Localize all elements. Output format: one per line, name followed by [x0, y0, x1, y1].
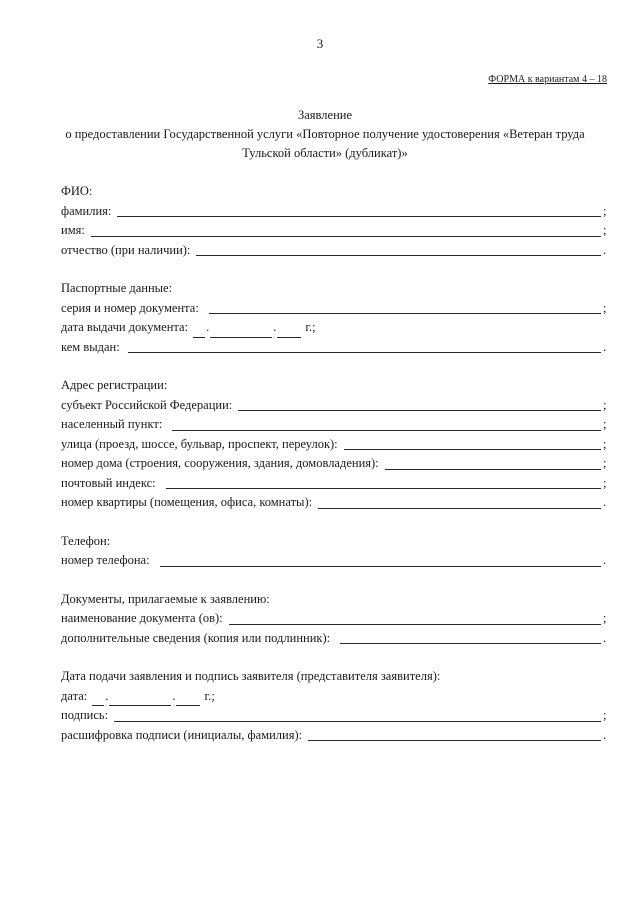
- phone-label: номер телефона:: [61, 553, 150, 567]
- spacer: [61, 513, 607, 532]
- house-row: [61, 454, 607, 474]
- spacer: [61, 357, 607, 376]
- submission-heading: Дата подачи заявления и подпись заявителя (представителя заявителя):: [61, 669, 441, 683]
- issue-date-label: дата выдачи документа:: [61, 320, 189, 334]
- document-extra-end: .: [603, 630, 607, 645]
- submission-date-suffix: г.;: [204, 688, 215, 703]
- surname-label: фамилия:: [61, 203, 112, 218]
- fio-heading: ФИО:: [61, 184, 93, 198]
- locality-row: [61, 415, 607, 435]
- issued-by-label: кем выдан:: [61, 339, 120, 354]
- phone-row: [61, 551, 607, 571]
- page-number: 3: [316, 36, 324, 51]
- signature-row: [61, 706, 607, 726]
- decoding-line: [308, 739, 601, 741]
- document-extra-line: [340, 642, 601, 644]
- postal-end: ;: [603, 475, 607, 490]
- postal-line: [166, 487, 601, 489]
- title-line-1: Заявление: [297, 108, 352, 122]
- subject-label: субъект Российской Федерации:: [61, 397, 233, 412]
- issued-by-end: .: [603, 339, 607, 354]
- decoding-label: расшифровка подписи (инициалы, фамилия):: [61, 727, 303, 742]
- patronymic-end: .: [603, 242, 607, 257]
- signature-end: ;: [603, 708, 607, 722]
- document-title: [40, 106, 610, 163]
- submission-date-day: [92, 693, 104, 706]
- form-reference: ФОРМА к вариантам 4 – 18: [488, 74, 607, 85]
- patronymic-label: отчество (при наличии):: [61, 242, 191, 257]
- submission-date-dot-1: .: [105, 688, 109, 703]
- decoding-row: [61, 726, 607, 746]
- submission-date-row: [61, 687, 607, 707]
- passport-section: [61, 279, 607, 357]
- house-end: ;: [603, 456, 607, 470]
- subject-line: [238, 409, 601, 411]
- issue-date-month: [210, 325, 272, 338]
- document-extra-label: дополнительные сведения (копия или подлинник):: [61, 630, 331, 645]
- signature-line: [114, 720, 601, 722]
- name-label: имя:: [61, 223, 85, 237]
- issued-by-row: [61, 338, 607, 358]
- decoding-end: .: [603, 727, 607, 742]
- signature-label: подпись:: [61, 708, 109, 722]
- fio-section: [61, 182, 607, 260]
- postal-row: [61, 474, 607, 494]
- address-heading: Адрес регистрации:: [61, 378, 168, 392]
- locality-line: [172, 429, 601, 431]
- documents-heading: Документы, прилагаемые к заявлению:: [61, 591, 270, 606]
- street-line: [344, 448, 601, 450]
- passport-heading: Паспортные данные:: [61, 281, 173, 295]
- house-line: [385, 468, 601, 470]
- surname-line: [117, 215, 601, 217]
- address-section: [61, 376, 607, 513]
- name-line: [91, 235, 601, 237]
- spacer: [61, 260, 607, 279]
- patronymic-line: [196, 254, 601, 256]
- patronymic-row: [61, 241, 607, 261]
- issue-date-dot-1: .: [206, 320, 210, 334]
- street-label: улица (проезд, шоссе, бульвар, проспект, переулок):: [61, 436, 338, 451]
- phone-section: [61, 532, 607, 571]
- phone-heading: Телефон:: [61, 533, 111, 548]
- locality-label: населенный пункт:: [61, 417, 163, 431]
- subject-row: [61, 396, 607, 416]
- document-name-label: наименование документа (ов):: [61, 611, 223, 625]
- surname-end: ;: [603, 203, 607, 218]
- locality-end: ;: [603, 417, 607, 431]
- submission-date-label: дата:: [61, 688, 88, 703]
- apartment-line: [318, 507, 601, 509]
- name-end: ;: [603, 223, 607, 237]
- name-row: [61, 221, 607, 241]
- street-row: [61, 435, 607, 455]
- issue-date-dot-2: .: [273, 320, 277, 334]
- series-number-end: ;: [603, 300, 607, 315]
- spacer: [61, 571, 607, 590]
- submission-date-year: [176, 693, 200, 706]
- phone-end: .: [603, 553, 607, 567]
- series-number-line: [209, 312, 601, 314]
- issued-by-line: [128, 351, 601, 353]
- postal-label: почтовый индекс:: [61, 475, 156, 490]
- documents-section: [61, 590, 607, 649]
- issue-date-suffix: г.;: [305, 320, 316, 334]
- document-name-end: ;: [603, 611, 607, 625]
- spacer: [61, 648, 607, 667]
- subject-end: ;: [603, 397, 607, 412]
- surname-row: [61, 202, 607, 222]
- apartment-label: номер квартиры (помещения, офиса, комнаты):: [61, 495, 313, 509]
- document-name-row: [61, 609, 607, 629]
- form-body: [61, 182, 607, 745]
- issue-date-day: [193, 325, 205, 338]
- phone-line: [160, 565, 601, 567]
- document-extra-row: [61, 629, 607, 649]
- apartment-row: [61, 493, 607, 513]
- submission-date-month: [109, 693, 171, 706]
- title-line-2: о предоставлении Государственной услуги «Повторное получение удостоверения «Ветеран труда: [65, 127, 585, 141]
- issue-date-row: [61, 318, 607, 338]
- series-number-row: [61, 299, 607, 319]
- document-name-line: [229, 623, 601, 625]
- submission-section: [61, 667, 607, 745]
- house-label: номер дома (строения, сооружения, здания, домовладения):: [61, 456, 379, 470]
- title-line-3: Тульской области» (дубликат)»: [242, 146, 408, 160]
- issue-date-year: [277, 325, 301, 338]
- apartment-end: .: [603, 495, 607, 509]
- series-number-label: серия и номер документа:: [61, 300, 199, 315]
- submission-date-dot-2: .: [172, 688, 176, 703]
- street-end: ;: [603, 436, 607, 451]
